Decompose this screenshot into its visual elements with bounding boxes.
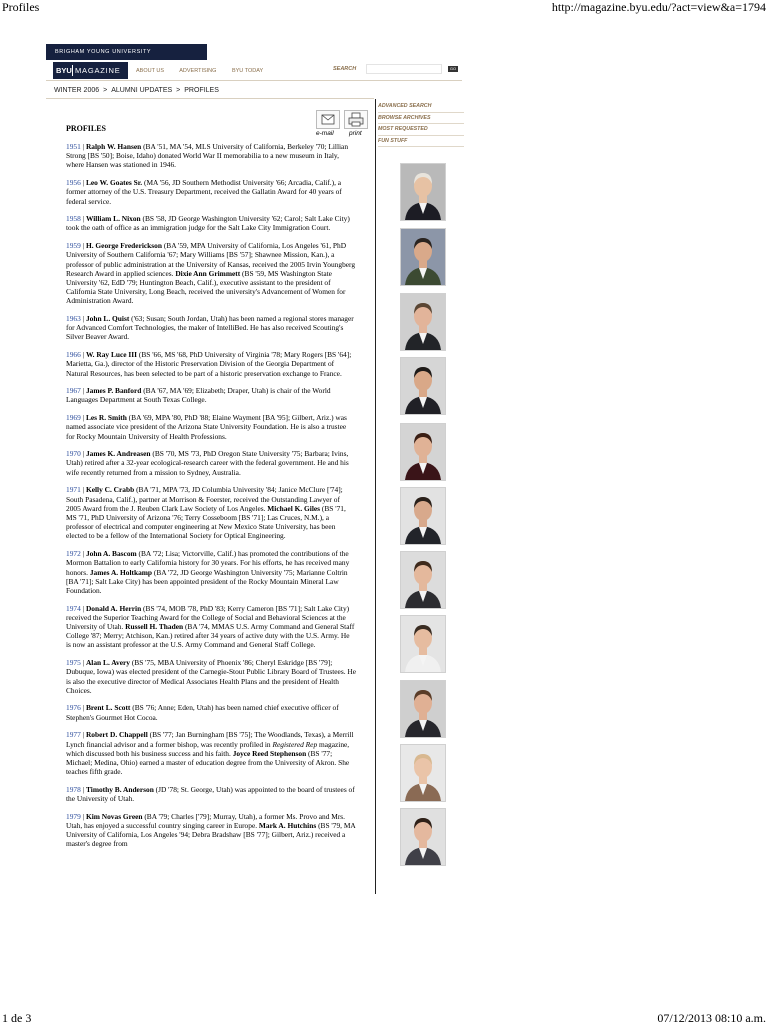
year-separator: | bbox=[80, 178, 86, 188]
alumni-name: Robert D. Chappell bbox=[85, 730, 148, 740]
profile-entry bbox=[66, 314, 356, 342]
year-separator: | bbox=[80, 485, 86, 495]
breadcrumb-separator: > bbox=[103, 87, 108, 94]
year-separator: | bbox=[80, 658, 86, 668]
year-separator: | bbox=[80, 314, 86, 324]
university-name: BRIGHAM YOUNG UNIVERSITY bbox=[55, 49, 152, 55]
alumni-name: H. George Frederickson bbox=[85, 241, 162, 251]
profile-entry bbox=[66, 703, 356, 721]
profile-photo bbox=[400, 293, 446, 351]
entry-text: (BS '75, MBA University of Phoenix '86; Cheryl Eskridge [BS '79]; Dubuque, Iowa) was elected president of the Carnegie-Stout Public Library Board of Trustees. He is also the executive director of Medical Associates Health Plans and the president of Health Choices. bbox=[66, 658, 357, 695]
entry-text: (BS '70, MS '73, PhD Oregon State University '75; Barbara; Ivins, Utah) retired after a 32-year ecological-research career with the federal government. He and his wife recently returned from a mission to Sydney, Australia. bbox=[66, 449, 349, 477]
entry-year: 1967 bbox=[66, 386, 81, 396]
entry-text: (BS '66, MS '68, PhD University of Virginia '78; Mary Rogers [BS '64]; Marietta, Ga.), director of the Historic Preservation Division of the Georgia Department of Natural Resources, has been selected to be part of a historic preservation exchange to France. bbox=[66, 350, 352, 378]
profile-entry bbox=[66, 386, 356, 404]
entry-year: 1959 bbox=[66, 241, 81, 251]
entry-text: magazine, which discussed both his business success and his faith. bbox=[66, 739, 350, 758]
sidebar-link-most-requested[interactable]: MOST REQUESTED bbox=[378, 124, 464, 136]
print-datetime: 07/12/2013 08:10 a.m. bbox=[657, 1011, 766, 1025]
alumni-name: Michael K. Giles bbox=[267, 503, 321, 513]
alumni-name: Alan L. Avery bbox=[85, 658, 130, 668]
alumni-name: Russell H. Thaden bbox=[125, 622, 184, 632]
alumni-name: James K. Andreasen bbox=[85, 449, 151, 459]
email-link[interactable]: e-mail bbox=[316, 130, 334, 137]
entry-year: 1979 bbox=[66, 811, 81, 821]
entry-text: (BA '72, JD George Washington University '75; Marianne Coltrin [BA '71]; Salt Lake City) has been appointed president of the Rocky Mountain Mineral Law Foundation. bbox=[66, 567, 348, 595]
alumni-name: Joyce Reed Stephenson bbox=[232, 748, 307, 758]
profile-photo bbox=[400, 551, 446, 609]
column-divider bbox=[375, 99, 376, 894]
entry-year: 1958 bbox=[66, 214, 81, 224]
page-title: PROFILES bbox=[66, 124, 107, 133]
profile-photo bbox=[400, 163, 446, 221]
alumni-name: James A. Holtkamp bbox=[89, 567, 153, 577]
alumni-name: Ralph W. Hansen bbox=[85, 142, 142, 151]
entry-year: 1969 bbox=[66, 413, 81, 423]
entry-year: 1974 bbox=[66, 603, 81, 613]
breadcrumb-divider bbox=[46, 98, 374, 99]
entry-year: 1956 bbox=[66, 178, 81, 188]
alumni-name: Leo W. Goates Sr. bbox=[85, 178, 143, 188]
logo-magazine: MAGAZINE bbox=[75, 66, 121, 75]
year-separator: | bbox=[80, 449, 86, 459]
entry-text: (BA '74, MMAS U.S. Army Command and General Staff College '87; Merry; Atchison, Kan.) retired after 34 years of active duty with the U.S. Army. He is now an assistant professor at the U.S. Army Command and General Staff College. bbox=[66, 622, 355, 650]
profile-entry bbox=[66, 785, 356, 803]
profile-entry bbox=[66, 350, 356, 378]
year-separator: | bbox=[80, 811, 86, 821]
profile-entry bbox=[66, 658, 356, 695]
entry-text: (JD '78; St. George, Utah) was appointed to the board of trustees of the University of Utah. bbox=[66, 784, 355, 804]
print-header bbox=[0, 0, 768, 14]
alumni-name: Donald A. Herrin bbox=[85, 603, 142, 613]
profile-entry bbox=[66, 549, 356, 595]
profile-photo bbox=[400, 808, 446, 866]
print-page-url: http://magazine.byu.edu/?act=view&a=1794 bbox=[551, 0, 766, 14]
entry-text: (BA '72; Lisa; Victorville, Calif.) has promoted the contributions of the Mormon Battalion to early California history for 30 years. For his efforts, he has received many honors. bbox=[66, 549, 350, 577]
alumni-name: Kelly C. Crabb bbox=[85, 485, 135, 495]
breadcrumb-separator: > bbox=[176, 87, 181, 94]
nav-about-us[interactable]: ABOUT US bbox=[136, 68, 165, 74]
entry-text: (BA '67, MA '69; Elizabeth; Draper, Utah) is chair of the World Languages Department at South Texas College. bbox=[66, 386, 331, 405]
entry-year: 1963 bbox=[66, 314, 81, 324]
logo-byu: BYU bbox=[56, 66, 72, 75]
entry-year: 1972 bbox=[66, 549, 81, 559]
alumni-name: Timothy B. Anderson bbox=[85, 784, 154, 794]
university-banner bbox=[46, 44, 207, 60]
year-separator: | bbox=[80, 603, 86, 613]
entry-text: (BA '51, MA '54, MLS University of California, Berkeley '70; Lillian Strong [BS '50]; Boise, Idaho) donated World War II memorabilia to a new museum in Italy, where Hansen was stationed in 1946. bbox=[66, 142, 349, 170]
profile-entry bbox=[66, 214, 356, 232]
alumni-name: Kim Novas Green bbox=[85, 811, 143, 821]
entry-year: 1951 bbox=[66, 142, 81, 151]
alumni-name: W. Ray Luce III bbox=[85, 350, 138, 360]
profile-entry bbox=[66, 413, 356, 441]
profile-photo bbox=[400, 487, 446, 545]
year-separator: | bbox=[80, 730, 86, 740]
profile-entry bbox=[66, 178, 356, 206]
entry-year: 1975 bbox=[66, 658, 81, 668]
profile-entry bbox=[66, 449, 356, 477]
profile-entry bbox=[66, 604, 356, 650]
entry-text: (BA '79; Charles ['79]; Murray, Utah), a former Ms. Provo and Mrs. Utah, has enjoyed a successful country singing career in Europe. bbox=[66, 811, 346, 830]
nav-advertising[interactable]: ADVERTISING bbox=[179, 68, 217, 74]
alumni-name: Les R. Smith bbox=[85, 413, 127, 423]
entry-text: (BS '77; Jan Burningham [BS '75]; The Woodlands, Texas), a Merrill Lynch financial advisor and a former bishop, was recently profiled in bbox=[66, 730, 354, 749]
alumni-name: Dixie Ann Grimmett bbox=[175, 268, 241, 278]
alumni-name: John L. Quist bbox=[85, 314, 130, 324]
print-page-title: Profiles bbox=[2, 0, 40, 14]
search-label: SEARCH bbox=[333, 66, 357, 72]
year-separator: | bbox=[80, 386, 86, 396]
profile-photo bbox=[400, 423, 446, 481]
entry-text: (BA '59, MPA University of California, Los Angeles '61, PhD University of Southern California '67; Mary Williams [BS '57]; Shawnee Mission, Kan.), a professor of public administration at the University of Kansas, received the 2005 Irvin Youngberg Research Award in applied sciences. bbox=[66, 241, 356, 278]
entry-year: 1971 bbox=[66, 485, 81, 495]
logo-separator bbox=[72, 65, 73, 76]
entry-text: (BS '79, MA University of California, Los Angeles '94; Debra Bradshaw [BS '77]; Gilbert, Ariz.) received a master's degree from bbox=[66, 820, 356, 849]
profile-photo bbox=[400, 615, 446, 673]
entry-year: 1970 bbox=[66, 449, 81, 459]
year-separator: | bbox=[80, 350, 86, 360]
profile-entry bbox=[66, 730, 356, 776]
search-go-button[interactable]: GO bbox=[449, 66, 457, 71]
year-separator: | bbox=[80, 549, 86, 559]
nav-divider bbox=[46, 80, 462, 81]
entry-text: (BA '69, MPA '80, PhD '88; Elaine Wayment [BA '95]; Gilbert, Ariz.) was named associate vice president of the Arizona State University Foundation. He is also a trustee for Rocky Mountain University of Health Professions. bbox=[66, 413, 347, 441]
profile-photo bbox=[400, 744, 446, 802]
year-separator: | bbox=[80, 214, 86, 224]
entry-year: 1966 bbox=[66, 350, 81, 360]
printer-icon[interactable] bbox=[344, 110, 368, 129]
profile-entry bbox=[66, 142, 356, 170]
profile-entry bbox=[66, 241, 356, 305]
print-page-number: 1 de 3 bbox=[2, 1011, 32, 1025]
profile-entry bbox=[66, 485, 356, 540]
profile-entry bbox=[66, 812, 356, 849]
year-separator: | bbox=[80, 142, 86, 151]
profile-photo bbox=[400, 228, 446, 286]
profiles-article bbox=[66, 142, 356, 857]
alumni-name: James P. Banford bbox=[85, 386, 142, 396]
envelope-icon[interactable] bbox=[316, 110, 340, 129]
breadcrumb bbox=[54, 87, 219, 94]
search-input[interactable] bbox=[366, 64, 442, 74]
entry-text: (BS '76; Anne; Eden, Utah) has been named chief executive officer of Stephen's Gourmet Hot Cocoa. bbox=[66, 703, 339, 722]
entry-text: (BS '74, MOB '78, PhD '83; Kerry Cameron [BS '71]; Salt Lake City) received the Superior Teaching Award for the College of Social and Behavioral Sciences at the University of Utah. bbox=[66, 603, 350, 632]
sidebar-link-fun-stuff[interactable]: FUN STUFF bbox=[378, 136, 464, 148]
byu-magazine-logo[interactable] bbox=[53, 62, 128, 79]
entry-text: (MA '56, JD Southern Methodist University '66; Arcadia, Calif.), a former attorney of the U.S. Treasury Department, received the Gallatin Award for 40 years of federal service. bbox=[66, 178, 342, 206]
entry-text: (BS '59, MS Washington State University '62, EdD '79; Huntington Beach, Calif.), executive assistant to the president of California State University, Long Beach, received the university's Advancement of Women for Administration Award. bbox=[66, 268, 346, 306]
year-separator: | bbox=[80, 784, 86, 794]
entry-year: 1978 bbox=[66, 784, 81, 794]
print-link[interactable]: print bbox=[349, 130, 362, 137]
alumni-name: Brent L. Scott bbox=[85, 703, 131, 713]
profile-photo bbox=[400, 680, 446, 738]
alumni-name: John A. Bascom bbox=[85, 549, 137, 559]
alumni-name: Mark A. Hutchins bbox=[258, 820, 317, 830]
entry-text: (BS '71, MS '71, PhD University of Arizona '76; Terry Cosseboom [BS '71]; Las Cruces, N.M.), a professor of electrical and computer engineering at New Mexico State University, has been elected to be a fellow of the International Society for Optical Engineering. bbox=[66, 503, 346, 541]
nav-byu-today[interactable]: BYU TODAY bbox=[231, 68, 264, 74]
entry-text: (BS '77; Michael; Medina, Ohio) earned a master of education degree from the University of Akron. She teaches fifth grade. bbox=[66, 748, 350, 777]
top-navigation bbox=[136, 68, 277, 74]
sidebar-link-browse-archives[interactable]: BROWSE ARCHIVES bbox=[378, 113, 464, 125]
breadcrumb-issue[interactable]: WINTER 2006 bbox=[54, 87, 100, 94]
year-separator: | bbox=[80, 703, 86, 713]
alumni-name: William L. Nixon bbox=[85, 214, 141, 224]
entry-year: 1976 bbox=[66, 703, 81, 713]
year-separator: | bbox=[80, 413, 86, 423]
breadcrumb-current[interactable]: PROFILES bbox=[184, 87, 219, 94]
profile-photo bbox=[400, 357, 446, 415]
breadcrumb-section[interactable]: ALUMNI UPDATES bbox=[111, 87, 173, 94]
entry-text: (BA '71, MPA '73, JD Columbia University '84; Janice McClure ['74]; South Pasadena, Calif.), partner at Morrison & Foerster, received the Outstanding Lawyer of 2005 Award from the J. Reuben Clark Law Society of Los Angeles. bbox=[66, 485, 343, 513]
sidebar-links bbox=[378, 101, 464, 147]
year-separator: | bbox=[80, 241, 86, 251]
sidebar-link-advanced-search[interactable]: ADVANCED SEARCH bbox=[378, 101, 464, 113]
entry-year: 1977 bbox=[66, 730, 81, 740]
publication-title: Registered Rep bbox=[272, 739, 318, 749]
entry-text: (BS '58, JD George Washington University '62; Carol; Salt Lake City) took the oath of office as an immigration judge for the Salt Lake City Immigration Court. bbox=[66, 214, 350, 233]
entry-text: ('63; Susan; South Jordan, Utah) has been named a regional stores manager for Advanced Comfort Technologies, the maker of IntelliBed. He has also received Scouting's Silver Beaver Award. bbox=[66, 314, 354, 342]
